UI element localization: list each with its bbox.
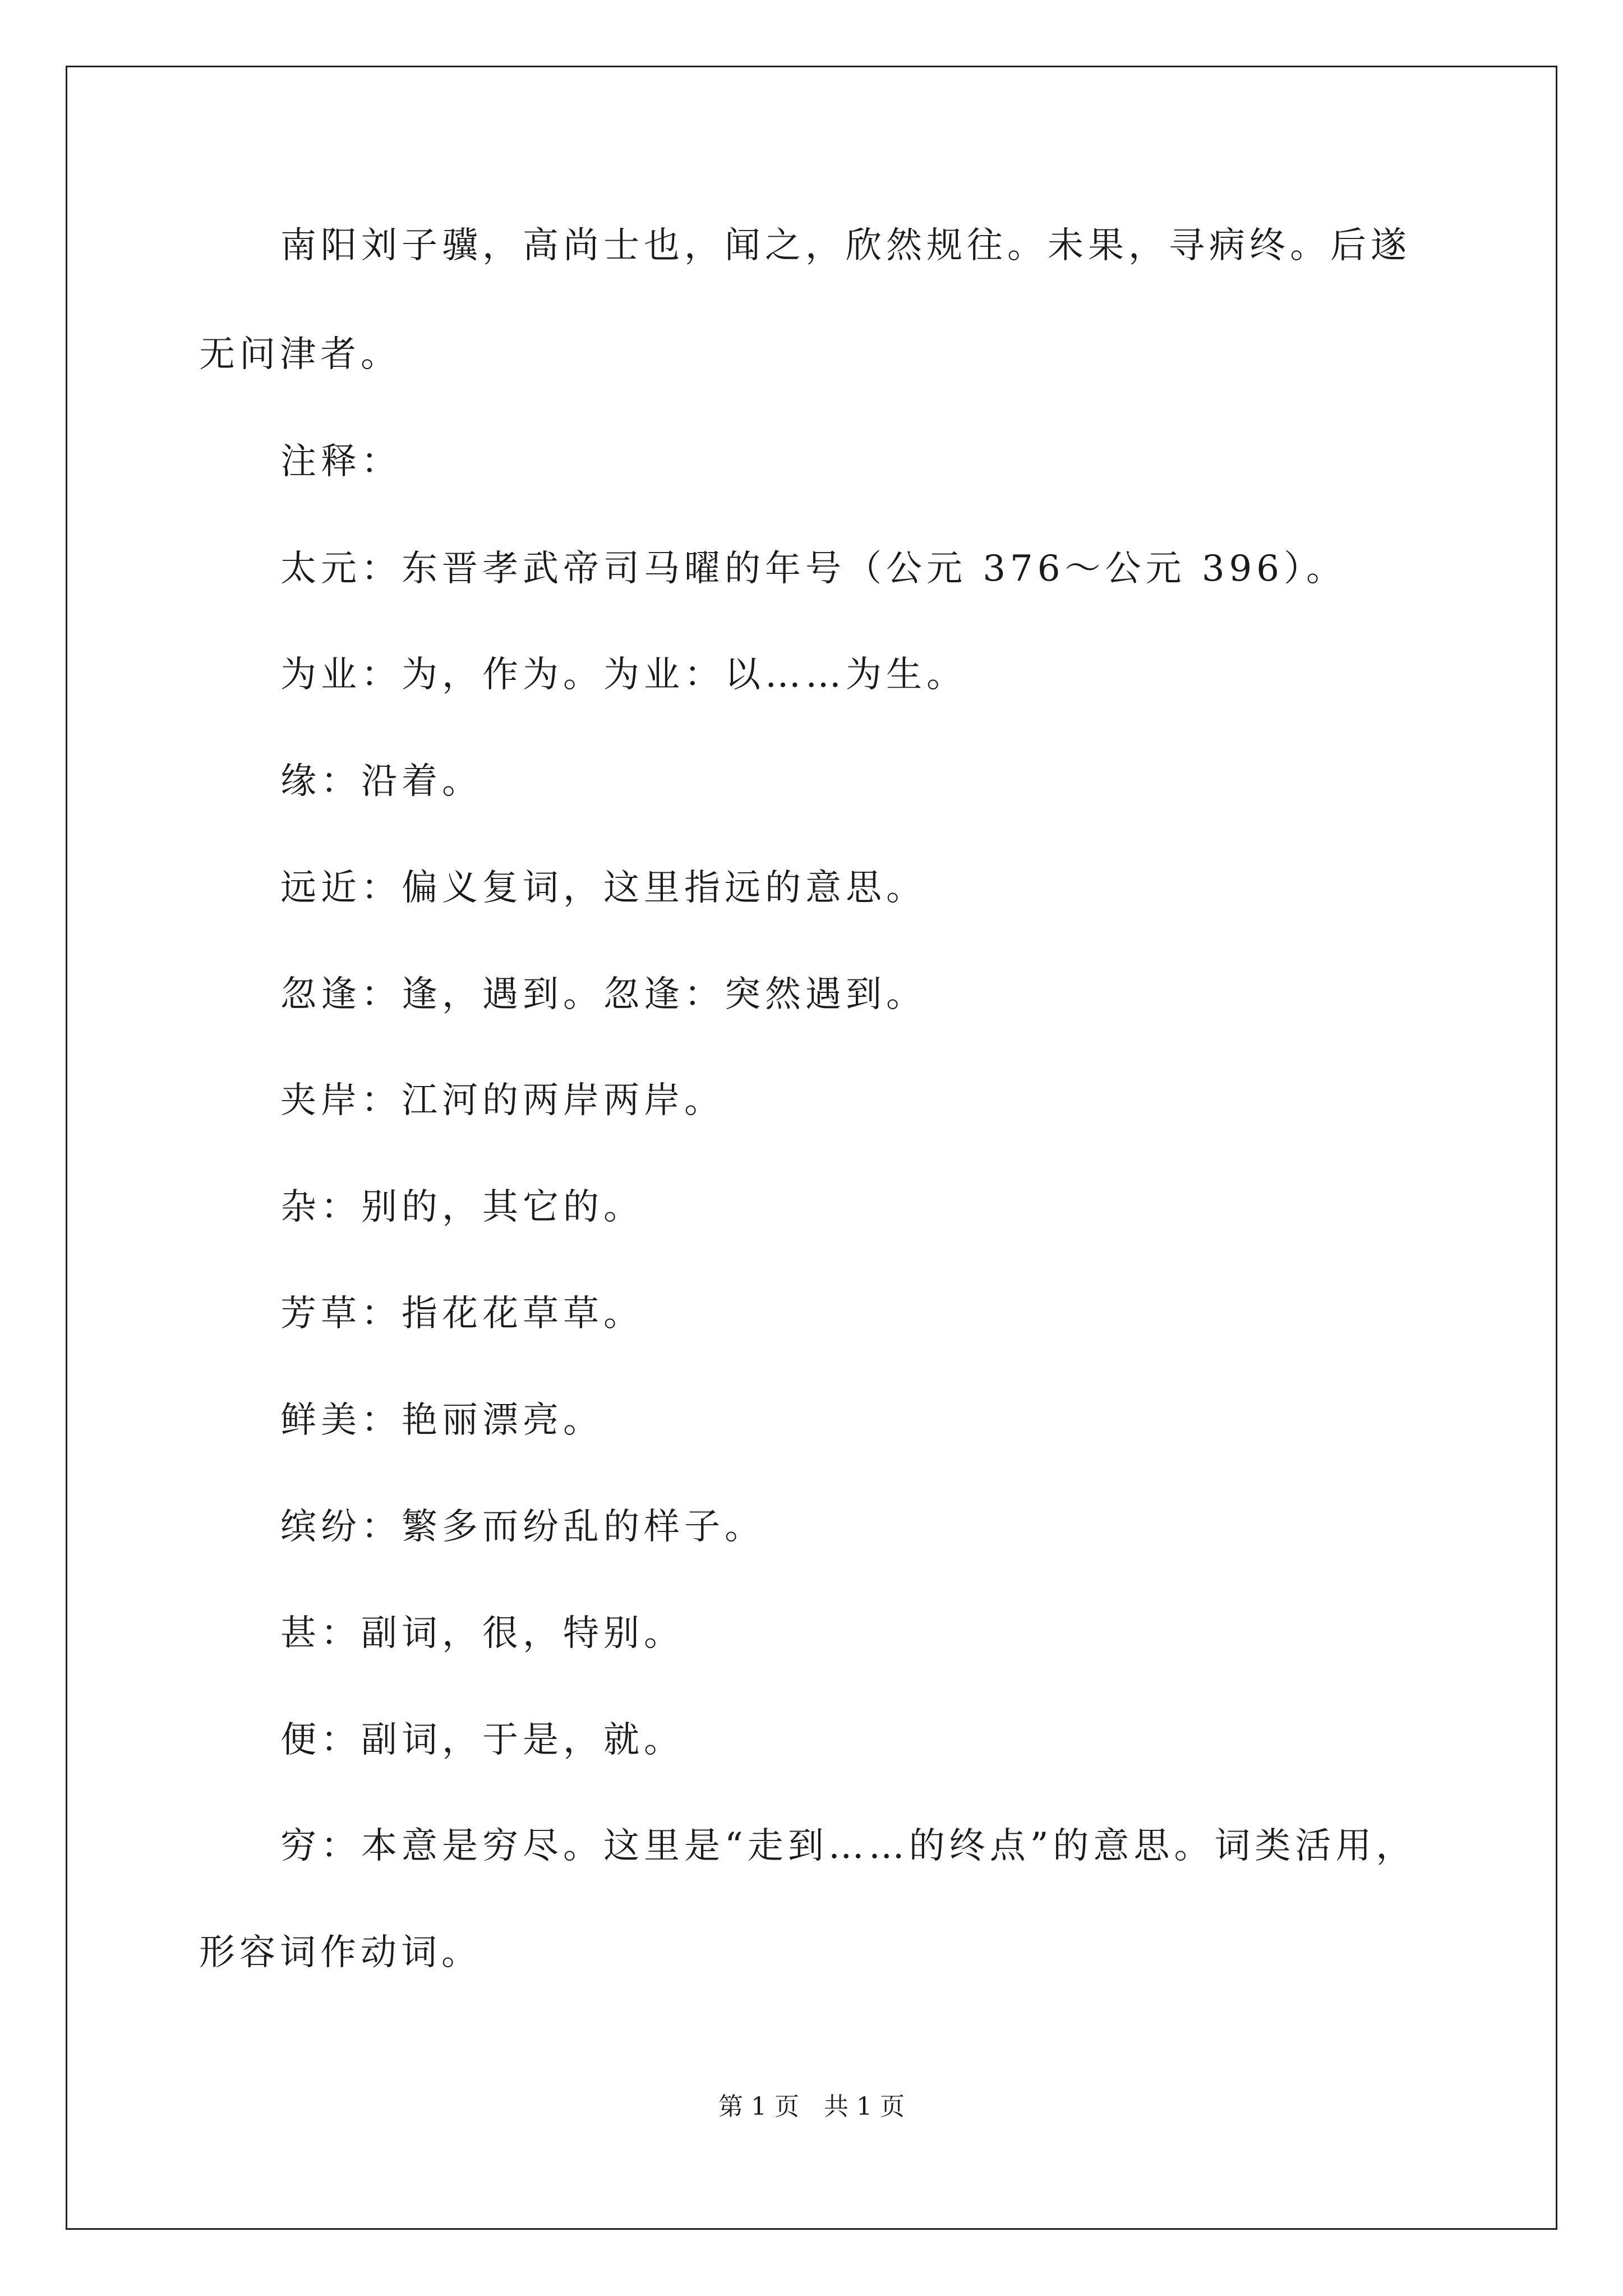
note-za: 杂：别的，其它的。 (280, 1186, 644, 1228)
note-qiong-line-2: 形容词作动词。 (199, 1932, 482, 1973)
note-xianmei: 鲜美：艳丽漂亮。 (280, 1400, 603, 1441)
note-qiong-line-1: 穷：本意是穷尽。这里是“走到……的终点”的意思。词类活用， (280, 1825, 1417, 1867)
page-number-footer: 第 1 页 共 1 页 (718, 2092, 905, 2121)
paragraph-1-line-1: 南阳刘子骥，高尚士也，闻之，欣然规往。未果，寻病终。后遂 (280, 225, 1411, 266)
note-taiyuan: 太元：东晋孝武帝司马曜的年号（公元 376～公元 396）。 (280, 548, 1347, 590)
note-yuanjin: 远近：偏义复词，这里指远的意思。 (280, 867, 926, 909)
note-binfen: 缤纷：繁多而纷乱的样子。 (280, 1506, 765, 1548)
note-hufeng: 忽逢：逢，遇到。忽逢：突然遇到。 (280, 974, 926, 1015)
page-border (66, 66, 1557, 2230)
note-weiye: 为业：为，作为。为业：以……为生。 (280, 654, 967, 696)
note-fangcao: 芳草：指花花草草。 (280, 1293, 644, 1335)
note-yuan: 缘：沿着。 (280, 761, 482, 802)
paragraph-1-line-2: 无问津者。 (199, 334, 401, 375)
note-shen: 甚：副词，很，特别。 (280, 1613, 684, 1654)
notes-heading: 注释： (280, 441, 402, 482)
note-bian: 便：副词，于是，就。 (280, 1719, 684, 1761)
note-jiaan: 夹岸：江河的两岸两岸。 (280, 1080, 725, 1121)
